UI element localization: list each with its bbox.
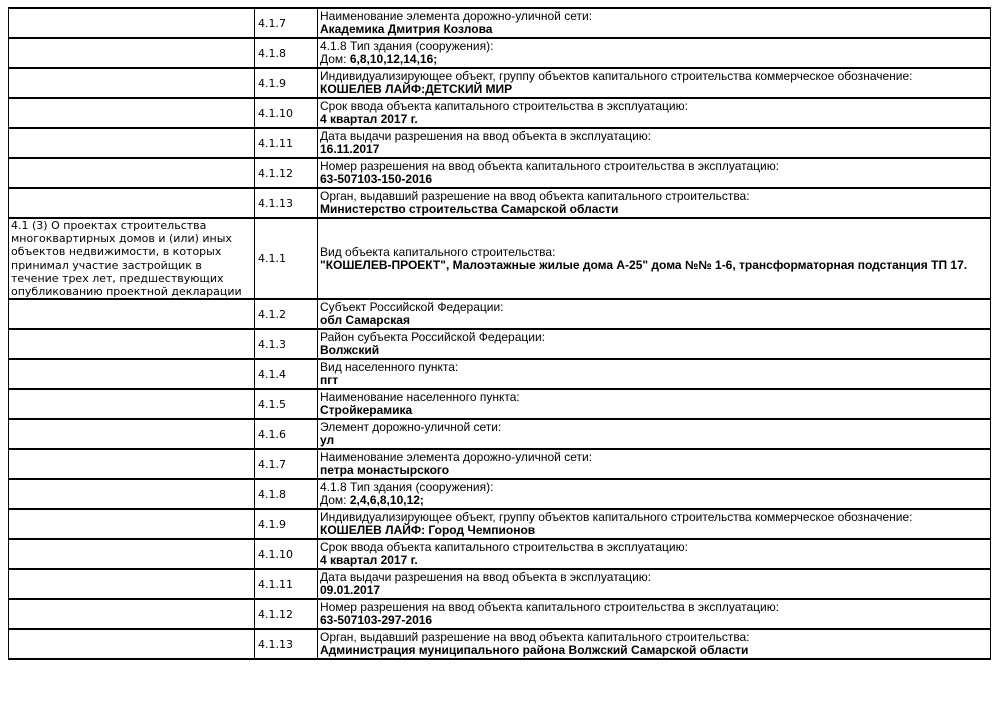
row-content-cell [318,479,991,509]
section-label-cell [9,38,255,68]
field-value [320,143,988,156]
table-row [9,449,991,479]
value-text: ул [320,433,335,448]
table-row [9,68,991,98]
value-text: пгт [320,373,339,388]
value-text: 4 квартал 2017 г. [320,553,418,568]
field-label: Наименование элемента дорожно-уличной сети: [320,9,593,23]
row-number-cell: 4.1.9 [255,68,318,98]
value-text: Министерство строительства Самарской области [320,202,619,216]
row-number-cell: 4.1.10 [255,98,318,128]
field-value [320,524,988,537]
value-text: Академика Дмитрия Козлова [320,22,493,36]
row-content-cell [318,98,991,128]
row-content-cell [318,68,991,98]
value-text: петра монастырского [320,463,450,478]
value-text: Волжский [320,343,380,358]
section-label-cell [9,98,255,128]
table-row [9,38,991,68]
table-row [9,158,991,188]
field-label: Наименование населенного пункта: [320,390,520,405]
declaration-table [8,7,991,660]
field-value [320,464,988,477]
section-label-cell [9,449,255,479]
field-value [320,494,988,507]
section-label-cell [9,68,255,98]
section-label-cell [9,629,255,659]
section-label-cell [9,158,255,188]
row-number-cell: 4.1.8 [255,38,318,68]
row-number-cell: 4.1.13 [255,629,318,659]
field-value [320,434,988,447]
row-number-cell: 4.1.3 [255,329,318,359]
value-text: 2,4,6,8,10,12; [349,493,424,508]
row-content-cell [318,629,991,659]
row-content-cell [318,419,991,449]
field-label: Дата выдачи разрешения на ввод объекта в эксплуатацию: [320,129,652,143]
table-row [9,218,991,299]
field-label: Номер разрешения на ввод объекта капитального строительства в эксплуатацию: [320,600,780,615]
row-number-cell: 4.1.5 [255,389,318,419]
row-content-cell [318,329,991,359]
field-value [320,83,988,96]
field-label: Орган, выдавший разрешение на ввод объекта капитального строительства: [320,630,750,645]
field-value [320,584,988,597]
row-number-cell: 4.1.12 [255,158,318,188]
row-content-cell [318,38,991,68]
field-label: 4.1.8 Тип здания (сооружения): [320,39,494,53]
field-value [320,113,988,126]
table-row [9,629,991,659]
table-row [9,329,991,359]
table-row [9,359,991,389]
field-label: Район субъекта Российской Федерации: [320,330,545,345]
table-row [9,509,991,539]
table-row [9,128,991,158]
table-row [9,299,991,329]
value-text: 4 квартал 2017 г. [320,112,418,126]
row-content-cell [318,299,991,329]
row-content-cell [318,359,991,389]
field-value [320,203,988,216]
value-text: 16.11.2017 [320,142,380,156]
value-text: КОШЕЛЕВ ЛАЙФ:ДЕТСКИЙ МИР [320,82,513,96]
table-row [9,188,991,218]
value-text: Стройкерамика [320,403,413,418]
row-content-cell [318,539,991,569]
value-text: Администрация муниципального района Волжский Самарской области [320,643,749,658]
section-label-cell [9,188,255,218]
field-label: Элемент дорожно-уличной сети: [320,420,502,435]
row-number-cell: 4.1.6 [255,419,318,449]
field-value [320,53,988,66]
value-text: КОШЕЛЕВ ЛАЙФ: Город Чемпионов [320,523,536,538]
row-number-cell: 4.1.12 [255,599,318,629]
field-value [320,644,988,657]
row-content-cell [318,218,991,299]
row-number-cell: 4.1.11 [255,569,318,599]
field-label: Индивидуализирующее объект, группу объектов капитального строительства коммерческое обозначение: [320,69,913,83]
section-label-cell [9,329,255,359]
row-content-cell [318,188,991,218]
field-value [320,344,988,357]
value-text: 63-507103-297-2016 [320,613,433,628]
field-label: Субъект Российской Федерации: [320,300,504,315]
field-value [320,374,988,387]
section-label-cell [9,359,255,389]
value-prefix: Дом: [320,52,350,66]
table-body [9,8,991,659]
field-label: Вид объекта капитального строительства: [320,244,556,259]
table-row [9,389,991,419]
value-text: 63-507103-150-2016 [320,172,433,186]
field-label: Срок ввода объекта капитального строительства в эксплуатацию: [320,540,688,555]
row-content-cell [318,8,991,38]
field-value [320,259,988,272]
field-label: Орган, выдавший разрешение на ввод объекта капитального строительства: [320,189,750,203]
field-value [320,173,988,186]
value-text: обл Самарская [320,313,410,328]
field-label: Наименование элемента дорожно-уличной сети: [320,450,593,465]
row-number-cell: 4.1.13 [255,188,318,218]
row-number-cell: 4.1.7 [255,8,318,38]
row-number-cell: 4.1.9 [255,509,318,539]
row-content-cell [318,569,991,599]
table-row [9,479,991,509]
table-row [9,419,991,449]
section-label-cell [9,479,255,509]
section-label-cell [9,599,255,629]
field-label: Индивидуализирующее объект, группу объектов капитального строительства коммерческое обозначение: [320,510,913,525]
row-content-cell [318,449,991,479]
row-content-cell [318,158,991,188]
row-content-cell [318,509,991,539]
table-row [9,599,991,629]
table-row [9,539,991,569]
row-content-cell [318,389,991,419]
field-value [320,23,988,36]
row-number-cell: 4.1.4 [255,359,318,389]
section-label-cell: 4.1 (3) О проектах строительства многоквартирных домов и (или) иных объектов недвижимости, в которых принимал участие застройщик в течение трех лет, предшествующих опубликованию проектной декларации [9,218,255,299]
value-text: "КОШЕЛЕВ-ПРОЕКТ", Малоэтажные жилые дома А-25" дома №№ 1-6, трансформаторная подстанция ТП 17. [320,257,968,272]
section-label-cell [9,389,255,419]
field-value [320,314,988,327]
row-number-cell: 4.1.1 [255,218,318,299]
section-label-cell [9,419,255,449]
section-label-cell [9,8,255,38]
field-label: 4.1.8 Тип здания (сооружения): [320,480,494,495]
field-value [320,614,988,627]
section-label-cell [9,509,255,539]
section-label-cell [9,539,255,569]
row-content-cell [318,128,991,158]
field-label: Вид населенного пункта: [320,360,459,375]
value-prefix: Дом: [320,493,350,508]
row-content-cell [318,599,991,629]
row-number-cell: 4.1.10 [255,539,318,569]
row-number-cell: 4.1.7 [255,449,318,479]
section-label-cell [9,128,255,158]
row-number-cell: 4.1.2 [255,299,318,329]
value-text: 6,8,10,12,14,16; [349,52,438,66]
row-number-cell: 4.1.11 [255,128,318,158]
table-row [9,8,991,38]
field-value [320,554,988,567]
field-label: Срок ввода объекта капитального строительства в эксплуатацию: [320,99,688,113]
row-number-cell: 4.1.8 [255,479,318,509]
field-label: Дата выдачи разрешения на ввод объекта в эксплуатацию: [320,570,652,585]
table-row [9,98,991,128]
section-label-cell [9,569,255,599]
section-label-cell [9,299,255,329]
value-text: 09.01.2017 [320,583,381,598]
field-value [320,404,988,417]
table-row [9,569,991,599]
field-label: Номер разрешения на ввод объекта капитального строительства в эксплуатацию: [320,159,780,173]
